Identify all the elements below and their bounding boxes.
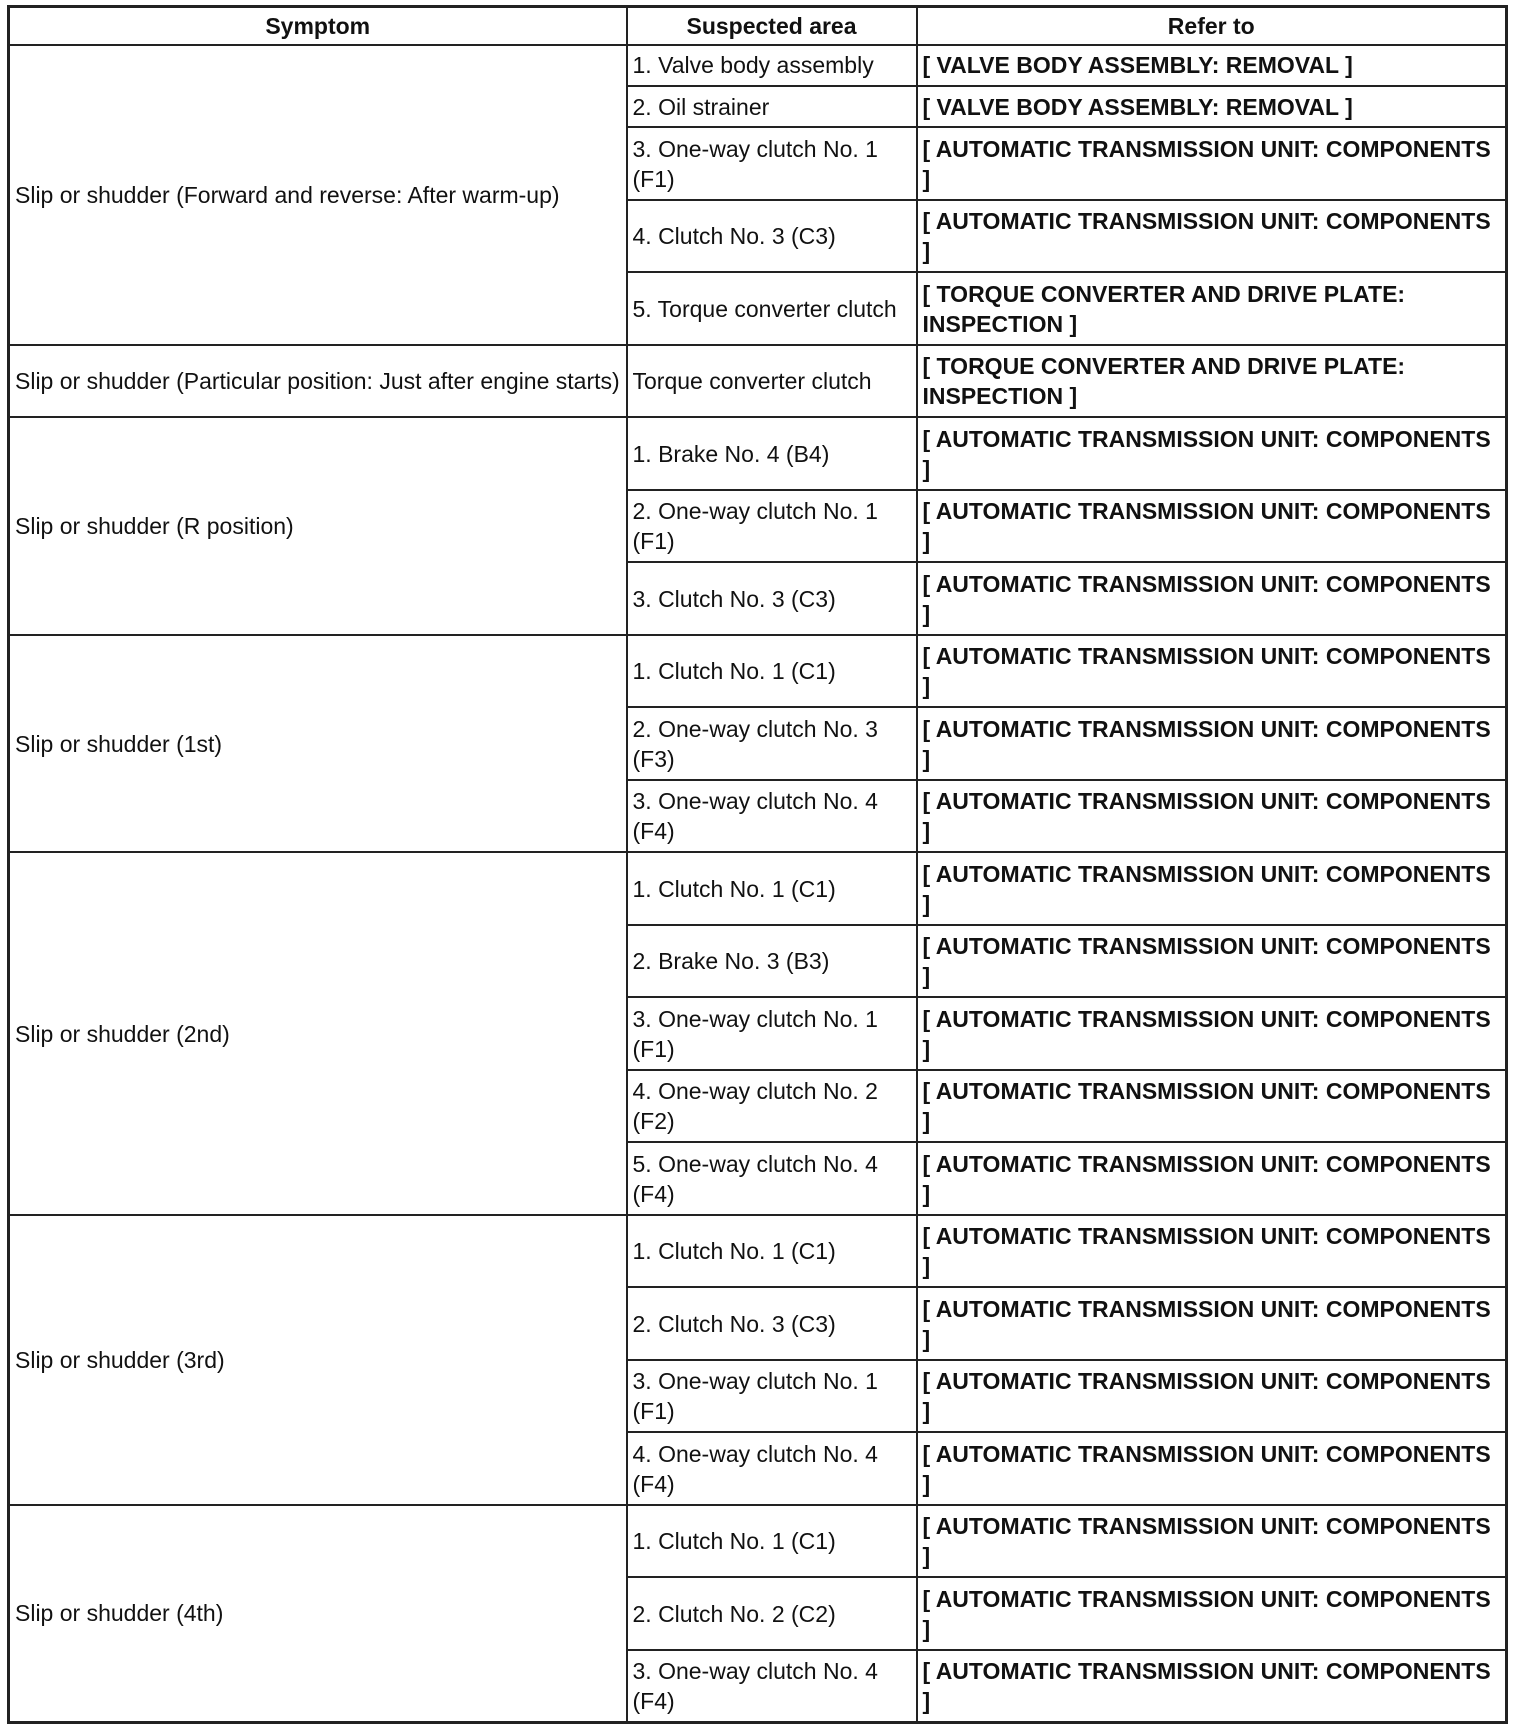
refer-to-link[interactable]: [ AUTOMATIC TRANSMISSION UNIT: COMPONENTS ] [917,1070,1507,1143]
refer-to-link[interactable]: [ TORQUE CONVERTER AND DRIVE PLATE: INSPECTION ] [917,345,1507,418]
header-row [9,7,1507,45]
table-row [9,45,1507,86]
suspected-area-cell: 2. One-way clutch No. 3 (F3) [627,707,917,780]
suspected-area-cell: 1. Clutch No. 1 (C1) [627,1505,917,1578]
refer-to-link[interactable]: [ AUTOMATIC TRANSMISSION UNIT: COMPONENTS ] [917,1432,1507,1505]
suspected-area-cell: Torque converter clutch [627,345,917,418]
refer-to-link[interactable]: [ AUTOMATIC TRANSMISSION UNIT: COMPONENTS ] [917,852,1507,925]
header-symptom: Symptom [9,7,627,45]
header-refer-to: Refer to [917,7,1507,45]
suspected-area-cell: 3. One-way clutch No. 1 (F1) [627,1360,917,1433]
suspected-area-cell: 3. Clutch No. 3 (C3) [627,562,917,635]
refer-to-link[interactable]: [ AUTOMATIC TRANSMISSION UNIT: COMPONENTS ] [917,1142,1507,1215]
refer-to-link[interactable]: [ AUTOMATIC TRANSMISSION UNIT: COMPONENTS ] [917,200,1507,273]
refer-to-link[interactable]: [ AUTOMATIC TRANSMISSION UNIT: COMPONENTS ] [917,925,1507,998]
suspected-area-cell: 2. One-way clutch No. 1 (F1) [627,490,917,563]
refer-to-link[interactable]: [ TORQUE CONVERTER AND DRIVE PLATE: INSPECTION ] [917,272,1507,345]
suspected-area-cell: 4. One-way clutch No. 2 (F2) [627,1070,917,1143]
refer-to-link[interactable]: [ AUTOMATIC TRANSMISSION UNIT: COMPONENTS ] [917,780,1507,853]
symptom-cell: Slip or shudder (3rd) [9,1215,627,1505]
symptom-cell: Slip or shudder (2nd) [9,852,627,1215]
symptom-cell: Slip or shudder (Forward and reverse: After warm-up) [9,45,627,345]
refer-to-link[interactable]: [ VALVE BODY ASSEMBLY: REMOVAL ] [917,86,1507,127]
table-row [9,635,1507,708]
symptom-cell: Slip or shudder (R position) [9,417,627,635]
refer-to-link[interactable]: [ AUTOMATIC TRANSMISSION UNIT: COMPONENTS ] [917,1505,1507,1578]
suspected-area-cell: 3. One-way clutch No. 4 (F4) [627,1650,917,1723]
symptom-cell: Slip or shudder (Particular position: Just after engine starts) [9,345,627,418]
suspected-area-cell: 1. Clutch No. 1 (C1) [627,852,917,925]
symptom-cell: Slip or shudder (4th) [9,1505,627,1723]
suspected-area-cell: 5. Torque converter clutch [627,272,917,345]
refer-to-link[interactable]: [ AUTOMATIC TRANSMISSION UNIT: COMPONENTS ] [917,997,1507,1070]
suspected-area-cell: 1. Valve body assembly [627,45,917,86]
suspected-area-cell: 4. One-way clutch No. 4 (F4) [627,1432,917,1505]
table-row [9,417,1507,490]
table-row [9,852,1507,925]
refer-to-link[interactable]: [ AUTOMATIC TRANSMISSION UNIT: COMPONENTS ] [917,1360,1507,1433]
header-suspected-area: Suspected area [627,7,917,45]
refer-to-link[interactable]: [ AUTOMATIC TRANSMISSION UNIT: COMPONENTS ] [917,417,1507,490]
table-row [9,1215,1507,1288]
suspected-area-cell: 3. One-way clutch No. 1 (F1) [627,997,917,1070]
suspected-area-cell: 3. One-way clutch No. 4 (F4) [627,780,917,853]
refer-to-link[interactable]: [ AUTOMATIC TRANSMISSION UNIT: COMPONENTS ] [917,1215,1507,1288]
refer-to-link[interactable]: [ AUTOMATIC TRANSMISSION UNIT: COMPONENTS ] [917,1287,1507,1360]
refer-to-link[interactable]: [ AUTOMATIC TRANSMISSION UNIT: COMPONENTS ] [917,490,1507,563]
refer-to-link[interactable]: [ AUTOMATIC TRANSMISSION UNIT: COMPONENTS ] [917,562,1507,635]
table-row [9,1505,1507,1578]
refer-to-link[interactable]: [ AUTOMATIC TRANSMISSION UNIT: COMPONENTS ] [917,1577,1507,1650]
suspected-area-cell: 2. Brake No. 3 (B3) [627,925,917,998]
suspected-area-cell: 2. Clutch No. 2 (C2) [627,1577,917,1650]
suspected-area-cell: 3. One-way clutch No. 1 (F1) [627,127,917,200]
refer-to-link[interactable]: [ AUTOMATIC TRANSMISSION UNIT: COMPONENTS ] [917,707,1507,780]
symptom-cell: Slip or shudder (1st) [9,635,627,853]
diagnosis-table [7,5,1508,1724]
suspected-area-cell: 1. Clutch No. 1 (C1) [627,635,917,708]
suspected-area-cell: 4. Clutch No. 3 (C3) [627,200,917,273]
suspected-area-cell: 2. Oil strainer [627,86,917,127]
suspected-area-cell: 1. Clutch No. 1 (C1) [627,1215,917,1288]
table-body [9,45,1507,1723]
suspected-area-cell: 2. Clutch No. 3 (C3) [627,1287,917,1360]
table-row [9,345,1507,418]
refer-to-link[interactable]: [ VALVE BODY ASSEMBLY: REMOVAL ] [917,45,1507,86]
refer-to-link[interactable]: [ AUTOMATIC TRANSMISSION UNIT: COMPONENTS ] [917,635,1507,708]
refer-to-link[interactable]: [ AUTOMATIC TRANSMISSION UNIT: COMPONENTS ] [917,1650,1507,1723]
refer-to-link[interactable]: [ AUTOMATIC TRANSMISSION UNIT: COMPONENTS ] [917,127,1507,200]
suspected-area-cell: 1. Brake No. 4 (B4) [627,417,917,490]
suspected-area-cell: 5. One-way clutch No. 4 (F4) [627,1142,917,1215]
